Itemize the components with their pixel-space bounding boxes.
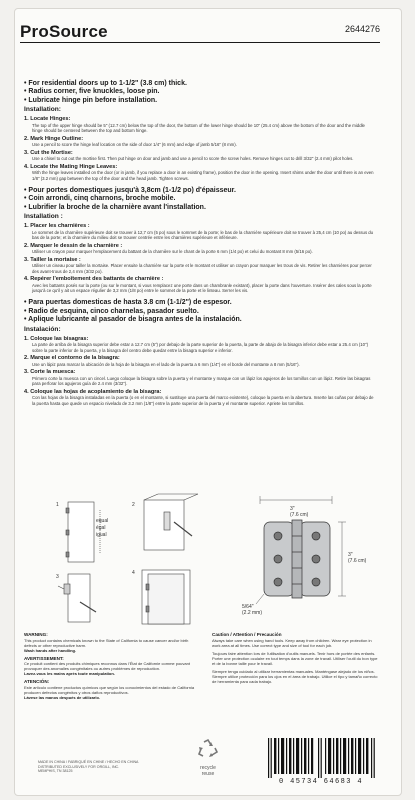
step-body: Use un lápiz para marcar la ubicación de la hoja de la bisagra en el lado de la puerta a 6 mm (1/4") en el borde del montante a 8 mm (5/16").: [32, 361, 300, 367]
aten-bold: Lávese las manos después de utilizarlo.: [24, 694, 101, 700]
aten-title: ATENCIÓN:: [24, 679, 50, 685]
section-title: Installation:: [24, 106, 61, 114]
step: [24, 243, 376, 255]
diagram-label: 2: [132, 502, 135, 508]
step: [24, 116, 376, 133]
dimension-corner: [242, 604, 262, 616]
step-title: 4. Repérer l'emboîtement des battants de charnière :: [24, 276, 164, 283]
diagram-chisel: [144, 494, 198, 550]
warning-title: WARNING:: [24, 632, 48, 637]
dimension-value: 3": [290, 506, 295, 512]
step: [24, 355, 376, 367]
step-title: 3. Tailler la mortaise :: [24, 256, 81, 263]
recycle-icon: [196, 738, 220, 760]
step: [24, 369, 376, 386]
step-title: 4. Coloque las hojas de acoplamiento de la bisagra:: [24, 388, 162, 395]
caution-column: [212, 632, 380, 684]
warning-bold: Wash hands after handling.: [24, 647, 77, 653]
made-in: MADE IN CHINA / FABRIQUÉ EN CHINE / HECHO EN CHINA: [38, 760, 139, 764]
step-title: 3. Cut the Mortise:: [24, 149, 73, 156]
avert-body: Ce produit contient des produits chimiques reconnus dans l'État de Californie comme pouvant provoquer des anomalies congénitales ou autres problèmes de reproduction.: [24, 661, 190, 672]
step-title: 1. Coloque las bisagras:: [24, 335, 89, 342]
dimension-side: [348, 552, 366, 564]
sku-number: 2644276: [344, 24, 380, 34]
reuse-label: reuse: [201, 771, 215, 777]
dimension-metric: (7.6 cm): [348, 558, 367, 564]
step-title: 4. Locate the Mating Hinge Leaves:: [24, 163, 118, 170]
step: [24, 136, 376, 148]
english-section: [24, 80, 376, 181]
bullet: • Radio de esquina, cinco charnelas, pasador suelto.: [24, 307, 199, 315]
bullet: • Para puertas domesticas de hasta 3.8 cm (1-1/2") de espesor.: [24, 299, 232, 307]
step: [24, 336, 376, 353]
step-body: Primero corte la muesca con un cincel. Luego coloque la bisagra sobre la puerta y el montante y marque con un lápiz los agujeros de los tornillos con un lápiz. Retire las bisagras para perforar los agujeros guía de 2.4 mm (3/32").: [32, 375, 371, 387]
diagram-door-hinges: [66, 502, 100, 562]
installation-diagrams: [24, 492, 384, 627]
warning-body: This product contains chemicals known to the State of California to cause cancer and/or birth defects or other reproductive harm.: [24, 637, 189, 648]
french-section: [24, 187, 376, 293]
recycle-label: recycle: [200, 765, 216, 771]
dimension-value: 3": [348, 552, 353, 558]
step-title: 3. Corte la muesca:: [24, 369, 76, 376]
barcode-bars: [262, 738, 380, 778]
step: [24, 223, 376, 240]
step-body: With the hinge leaves installed on the door (or in jamb, if you replace a door in an existing frame), position the door in the opening. Insert shims under the door until there is an even 1/8" (3.2 mm) gap between the top of the door and the head jamb. Tighten screws.: [32, 170, 374, 181]
step: [24, 150, 376, 162]
spanish-section: [24, 299, 376, 405]
step-body: Avec les battants posés sur la porte (ou sur le montant, si vous remplacez une porte dans un chambranle existant), placer la porte dans l'ouverture. Insérer des cales sous la porte jusqu'à ce qu'il y ait un espace régulier de 3,2 mm (1/8 po) entre le sommet de la porte et le linteau. Serrer les vis.: [32, 282, 372, 294]
diagram-label: 4: [132, 570, 135, 576]
warning-column: [24, 632, 196, 700]
step: [24, 276, 376, 293]
recycle-block: [178, 738, 238, 777]
avert-bold: Lavez-vous les mains après toute manipulation.: [24, 671, 115, 677]
caution-title: Caution / Attention / Precaución: [212, 632, 282, 637]
bullet: • Pour portes domestiques jusqu'à 3,8cm (1-1/2 po) d'épaisseur.: [24, 187, 236, 195]
aten-body: Este artículo contiene productos químicos que según los conocimientos del estado de California producen defectos congénitos y otros daños reproductivos.: [24, 684, 195, 695]
bullet: • Lubrifier la broche de la charnière avant l'installation.: [24, 203, 206, 211]
bullet: • Lubricate hinge pin before installation.: [24, 96, 158, 104]
diagram-label: 1: [56, 502, 59, 508]
step-title: 2. Marquer le dessin de la charnière :: [24, 242, 123, 249]
step: [24, 164, 376, 181]
step-title: 2. Marque el contorno de la bisagra:: [24, 355, 120, 362]
step-body: Use a pencil to score the hinge leaf location on the side of door 1/4" (6 mm) and edge of jamb 5/16" (8 mm).: [32, 142, 237, 148]
step-body: Utiliser un ciseau pour tailler la mortaise. Placer ensuite la charnière sur la porte et le montant et utiliser un crayon pour marquer les trous de vis. Retirer les charnières pour percer des avant-trous de 2,4 mm (3/32 po).: [32, 263, 372, 274]
barcode: [262, 738, 380, 788]
caution-fr: Toujours faire attention lors de l'utilisation d'outils manuels. Tenir hors de portée des enfants. Porter une protection oculaire en tout temps dans la zone de travail. Utiliser l'outil du bon type et de la bonne taille pour le travail.: [212, 650, 378, 666]
brand-logo: ProSource: [20, 22, 108, 41]
step: [24, 257, 376, 274]
equal-label: equal: [96, 518, 109, 524]
step-body: Use a chisel to cut out the mortise first. Then put hinge on door and jamb and use a pencil to score the screw holes. Remove hinges cut to drill 3/32" (2.4 mm) pilot holes.: [32, 156, 354, 162]
diagram-mounted-door: [142, 570, 190, 624]
step-body: Le sommet de la charnière supérieure doit se trouver à 12,7 cm (5 po) sous le sommet de la porte; le bas de la charnière supérieure doit se trouver à 25,4 cm (10 po) au dessus du bas de la porte; et la charnière du milieu doit se trouver centrée entre les charnières supérieure et inférieure.: [32, 229, 374, 241]
dimension-top: [290, 506, 308, 518]
dimension-value: 5/64": [242, 604, 254, 610]
step-body: Utiliser un crayon pour marquer l'emplacement du battant de la charnière sur le chant de la porte 6 mm (1/4 po) et celui du montant 8 mm (5/16 po).: [32, 249, 313, 255]
bullet: • Radius corner, five knuckles, loose pin.: [24, 88, 160, 96]
bullet: • For residential doors up to 1-1/2" (3.8 cm) thick.: [24, 80, 187, 87]
instructions: [24, 80, 376, 406]
diagram-illustrations: [24, 492, 384, 627]
made-in-block: [38, 760, 178, 774]
header: [20, 22, 380, 44]
diagram-label: 3: [56, 574, 59, 580]
step: [24, 389, 376, 406]
step-title: 1. Placer les charnières :: [24, 223, 90, 230]
header-rule: [20, 42, 380, 43]
distributor-city: MEMPHIS, TN 38125: [38, 769, 73, 774]
step-body: La parte de arriba de la bisagra superior debe estar a 12.7 cm (5") por debajo de la parte superior de la puerta, la parte de abajo de la bisagra inferior debe estar a 25.4 cm (10") sobre la parte inferior de la puerta, y la bisagra del centro debe quedar entre la bisagra superior e inferior.: [32, 342, 369, 353]
step-body: The top of the upper hinge should be 5" (12.7 cm) below the top of the door, the bottom of the lower hinge should be 10" (25.4 cm) above the bottom of the door and the middle hinge should be centered between the top and bottom hinge.: [32, 122, 365, 134]
section-title: Installation :: [24, 213, 63, 221]
bullet: • Aplique lubricante al pasador de bisagra antes de la instalación.: [24, 316, 242, 324]
caution-es: Siempre tenga cuidado al utilizar herramientas manuales. Manténgase alejado de los niños. Siempre utilice protección para los ojos en el área de trabajo. Utilice el tipo y tamaño correcto de herramienta para cada trabajo.: [212, 668, 378, 684]
avert-title: AVERTISSEMENT:: [24, 655, 64, 661]
equal-label: igual: [96, 532, 107, 538]
step-title: 2. Mark Hinge Outline:: [24, 135, 84, 142]
caution-en: Always take care when using hand tools. Keep away from children. Wear eye protection in work area at all times. Use correct type and size of tool for each job.: [212, 637, 372, 648]
equal-label: égal: [96, 525, 106, 531]
dimension-metric: (2.2 mm): [242, 610, 262, 616]
section-title: Instalación:: [24, 325, 61, 333]
diagram-mortise: [58, 574, 96, 622]
bullet: • Coin arrondi, cinq charnons, broche mobile.: [24, 195, 176, 203]
step-body: Con las hojas de la bisagra instaladas en la puerta (o en el montante, si sustituye una puerta del marco existente), coloque la puerta en la abertura. Inserte las cuñas por debajo de la puerta hasta que quede un espacio nivelado de 3.2 mm (1/8") entre la parte superior de la puerta y el montante superior. Apriete los tornillos.: [32, 395, 374, 406]
barcode-number: 0 45734 64683 4: [278, 778, 363, 786]
dimension-metric: (7.6 cm): [290, 512, 309, 518]
distributed-by: DISTRIBUTED EXCLUSIVELY FOR ORGILL, INC.: [38, 764, 120, 769]
step-title: 1. Locate Hinges:: [24, 116, 71, 123]
